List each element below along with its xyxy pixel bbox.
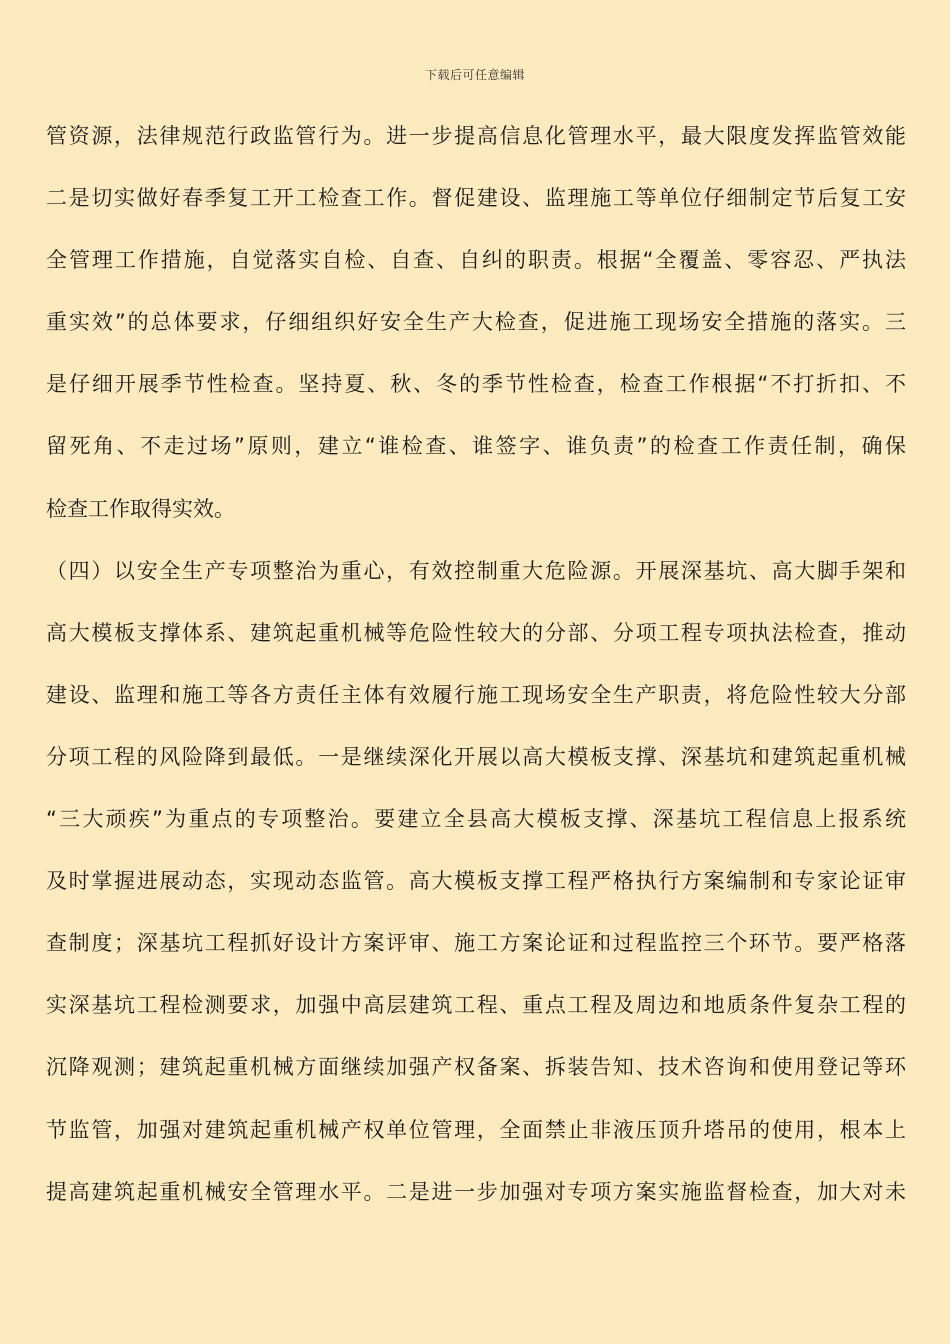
text-line-3: 全管理工作措施，自觉落实自检、自查、自纠的职责。根据“全覆盖、零容忍、严执法 (46, 248, 906, 273)
text-line-15: 实深基坑工程检测要求，加强中高层建筑工程、重点工程及周边和地质条件复杂工程的 (46, 993, 906, 1018)
text-line-4: 重实效”的总体要求，仔细组织好安全生产大检查，促进施工现场安全措施的落实。三 (46, 310, 906, 335)
text-line-18: 提高建筑起重机械安全管理水平。二是进一步加强对专项方案实施监督检查，加大对未 (46, 1179, 906, 1204)
text-line-13: 及时掌握进展动态，实现动态监管。高大模板支撑工程严格执行方案编制和专家论证审 (46, 869, 906, 894)
text-line-12: “三大顽疾”为重点的专项整治。要建立全县高大模板支撑、深基坑工程信息上报系统 (46, 807, 906, 832)
text-line-7: 检查工作取得实效。 (46, 496, 235, 521)
text-line-11: 分项工程的风险降到最低。一是继续深化开展以高大模板支撑、深基坑和建筑起重机械 (46, 744, 906, 769)
text-line-5: 是仔细开展季节性检查。坚持夏、秋、冬的季节性检查，检查工作根据“不打折扣、不 (46, 372, 906, 397)
text-line-17: 节监管，加强对建筑起重机械产权单位管理，全面禁止非液压顶升塔吊的使用，根本上 (46, 1117, 906, 1142)
text-line-10: 建设、监理和施工等各方责任主体有效履行施工现场安全生产职责，将危险性较大分部 (46, 682, 906, 707)
text-line-14: 查制度；深基坑工程抓好设计方案评审、施工方案论证和过程监控三个环节。要严格落 (46, 931, 906, 956)
text-line-9: 高大模板支撑体系、建筑起重机械等危险性较大的分部、分项工程专项执法检查，推动 (46, 620, 906, 645)
text-line-1: 管资源，法律规范行政监管行为。进一步提高信息化管理水平，最大限度发挥监管效能 (46, 124, 906, 148)
page-header-note: 下载后可任意编辑 (424, 68, 525, 82)
text-line-6: 留死角、不走过场”原则，建立“谁检查、谁签字、谁负责”的检查工作责任制，确保 (46, 434, 906, 459)
document-body (46, 116, 906, 1234)
text-line-16: 沉降观测；建筑起重机械方面继续加强产权备案、拆装告知、技术咨询和使用登记等环 (46, 1055, 906, 1080)
text-line-8: （四）以安全生产专项整治为重心，有效控制重大危险源。开展深基坑、高大脚手架和 (46, 558, 906, 583)
text-line-2: 二是切实做好春季复工开工检查工作。督促建设、监理施工等单位仔细制定节后复工安 (46, 186, 906, 211)
